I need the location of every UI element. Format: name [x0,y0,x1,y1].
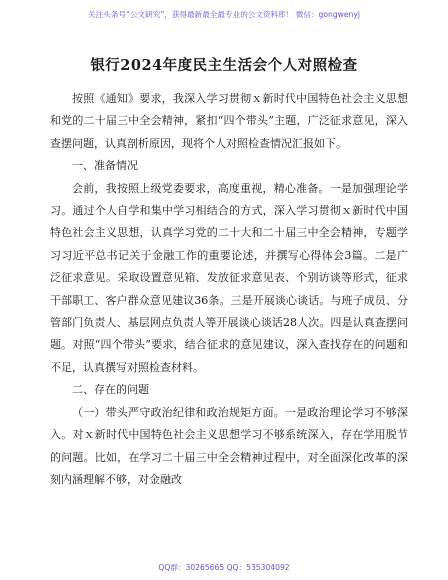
document-body [50,88,408,491]
header-banner: 关注头条号“公文研究”，获得最新最全最专业的公文资料库！ 微信：gongwenyj [88,10,360,19]
footer-contact: QQ群：30265665 QQ：535304092 [158,563,290,572]
section-heading-preparation: 一、准备情况 [72,159,138,173]
section-heading-problems: 二、存在的问题 [72,383,149,397]
intro-paragraph: 按照《通知》要求，我深入学习贯彻ｘ新时代中国特色社会主义思想和党的二十届三中全会精神，紧扣“四个带头”主题，广泛征求意见，深入查摆问题，认真剖析原因，现将个人对照检查情况汇报如下。 [50,92,408,150]
preparation-paragraph: 会前，我按照上级党委要求，高度重视，精心准备。一是加强理论学习。通过个人自学和集中学习相结合的方式，深入学习贯彻ｘ新时代中国特色社会主义思想，认真学习党的二十大和二十届三中全会精神，专题学习习近平总书记关于金融工作的重要论述，并撰写心得体会3篇。二是广泛征求意见。采取设置意见箱、发放征求意见表、个别访谈等形式，征求干部职工、客户群众意见建议36条。三是开展谈心谈话。与班子成员、分管部门负责人、基层网点负责人等开展谈心谈话28人次。四是认真查摆问题。对照“四个带头”要求，结合征求的意见建议，深入查找存在的问题和不足，认真撰写对照检查材料。 [50,181,408,374]
problems-paragraph: （一）带头严守政治纪律和政治规矩方面。一是政治理论学习不够深入。对ｘ新时代中国特色社会主义思想学习不够系统深入，存在学用脱节的问题。比如，在学习二十届三中全会精神过程中，对全面深化改革的深刻内涵理解不够，对金融改 [50,405,408,486]
document-title: 银行2024年度民主生活会个人对照检查 [90,57,358,74]
